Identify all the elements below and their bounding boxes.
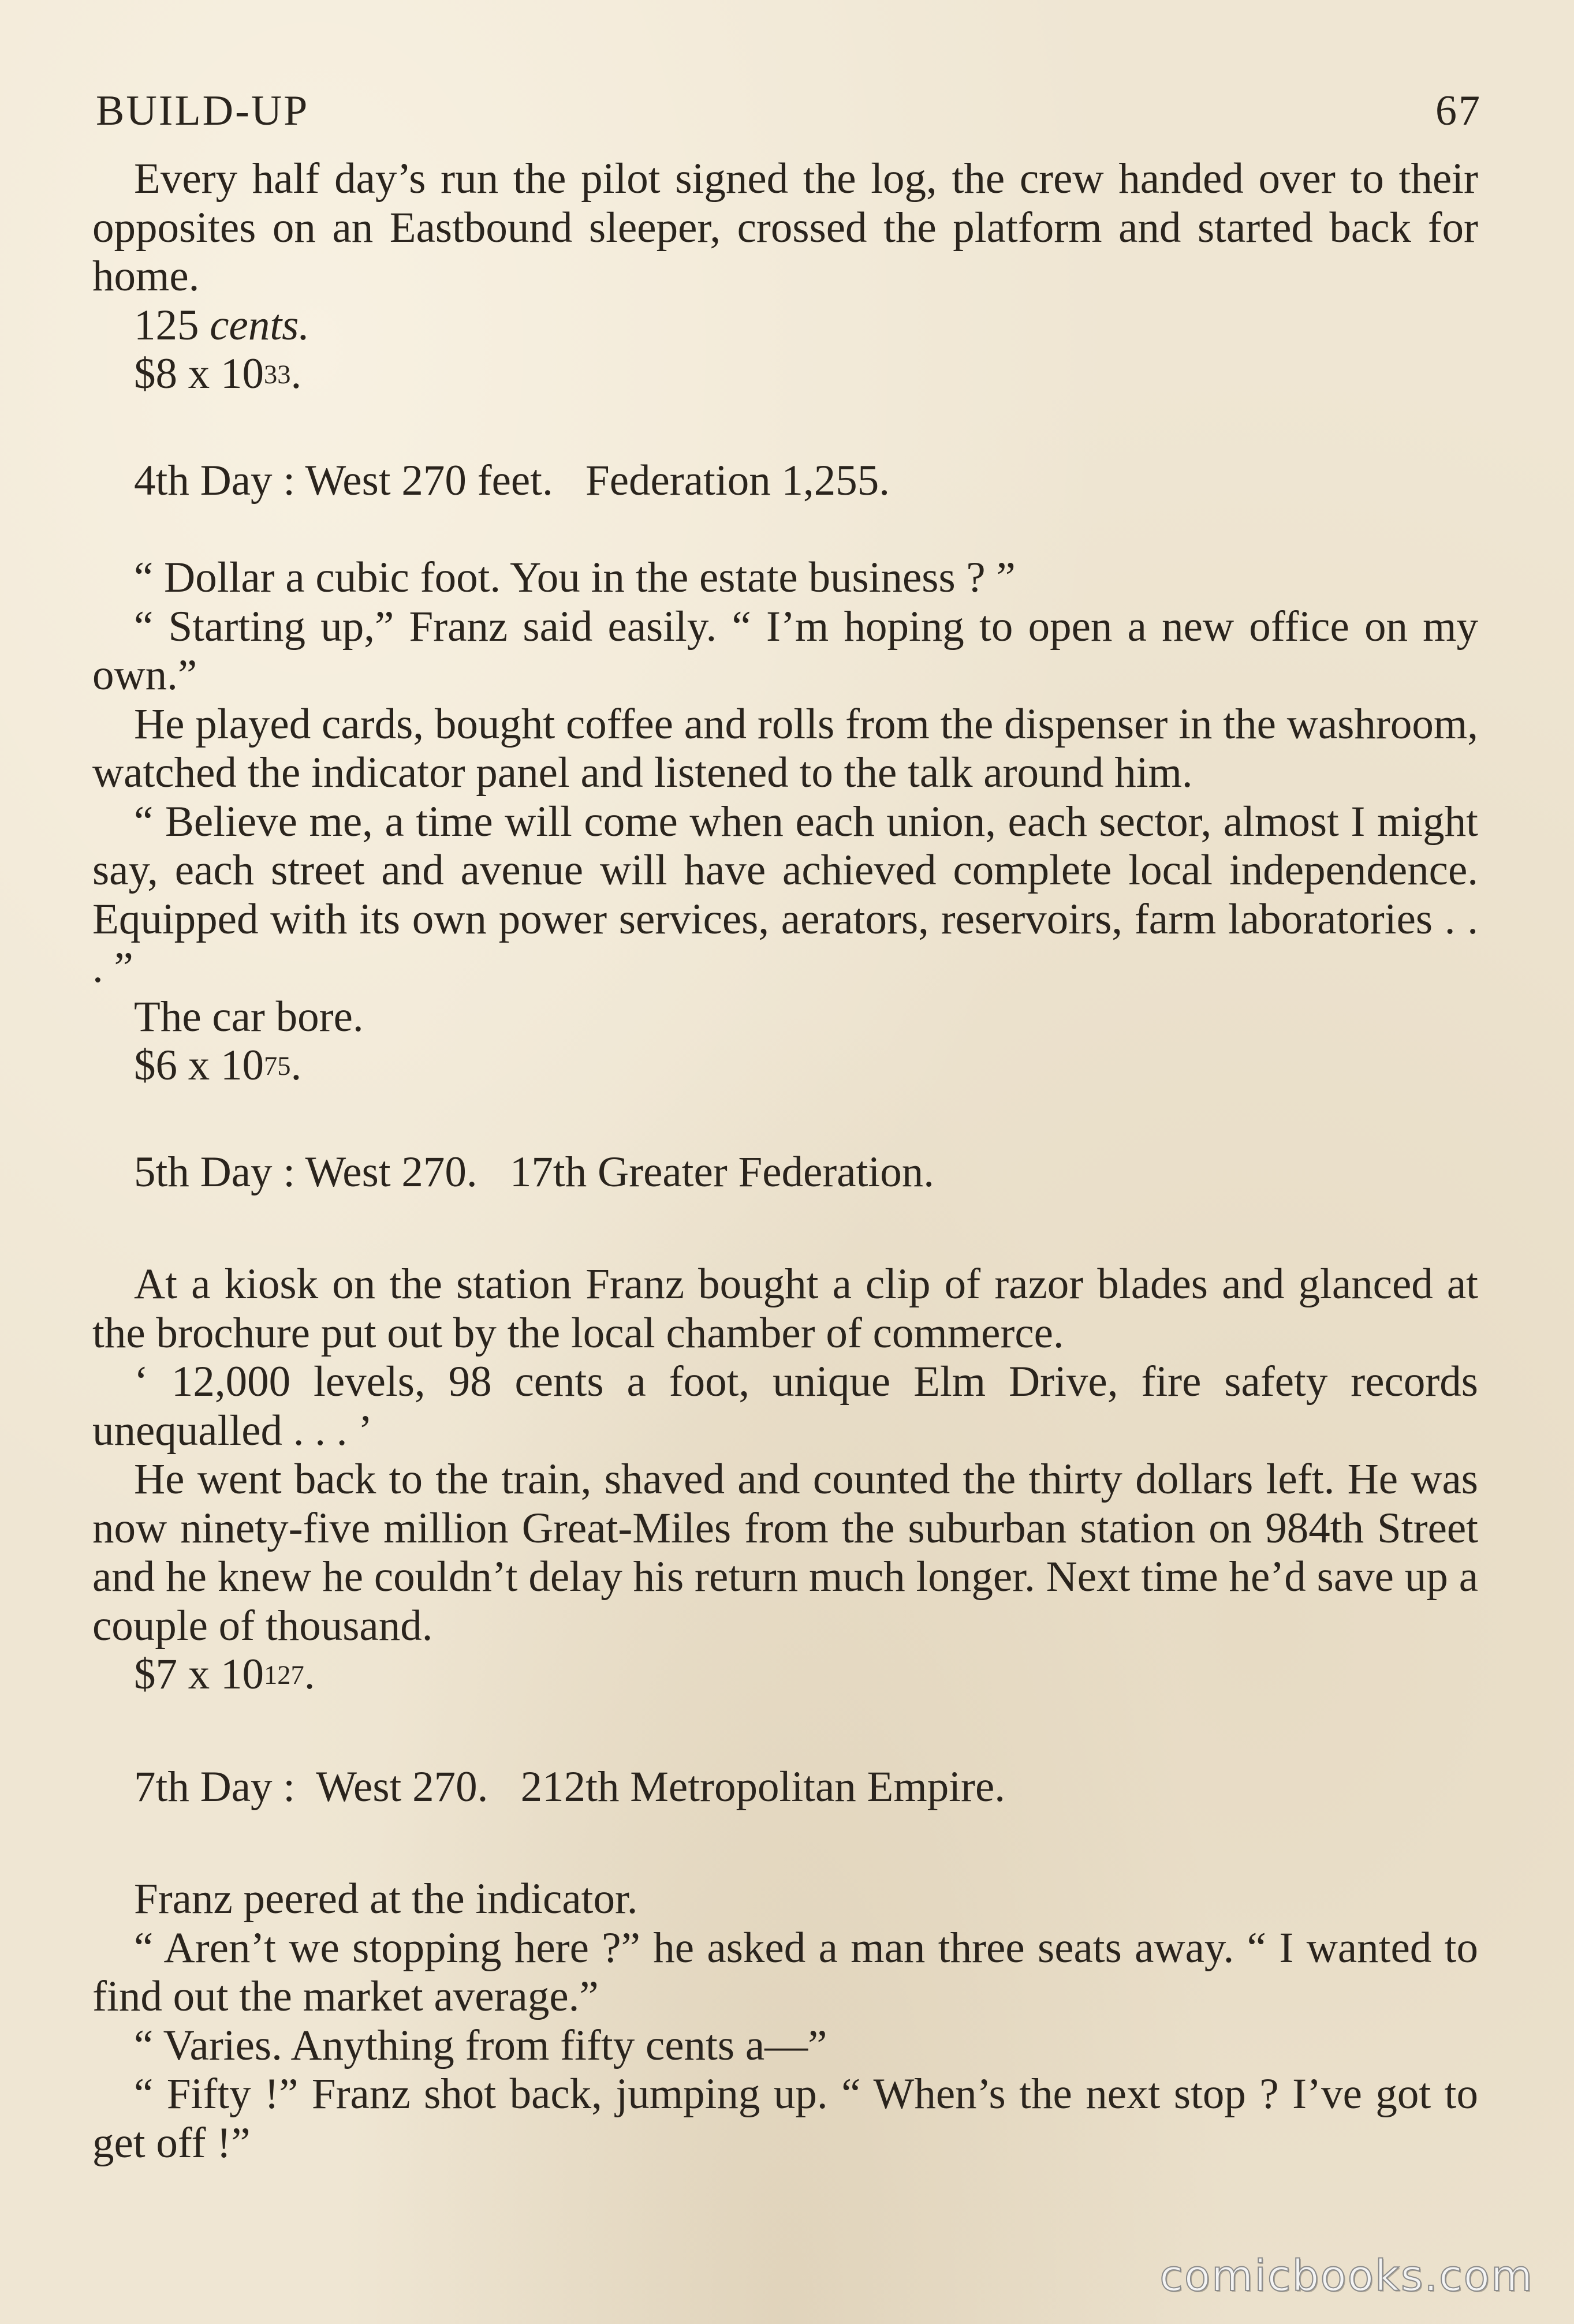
spacer — [92, 1090, 1478, 1148]
total-base: $6 x 10 — [134, 1041, 264, 1089]
page-number: 67 — [1435, 87, 1482, 134]
price-line-1 — [92, 301, 1478, 350]
paragraph-12: “ Varies. Anything from fifty cents a—” — [134, 2021, 827, 2069]
running-head — [92, 87, 1482, 150]
paragraph-13: “ Fifty !” Franz shot back, jumping up. “ When’s the next stop ? I’ve got to get off !” — [92, 2070, 1478, 2167]
dateline-3: 7th Day : West 270. 212th Metropolitan Empire. — [134, 1762, 1006, 1811]
paragraph-8: ‘ 12,000 levels, 98 cents a foot, unique Elm Drive, fire safety records unequalled . . . ’ — [92, 1358, 1478, 1455]
spacer — [92, 505, 1478, 554]
total-line-3: $7 x $10^{127}$. — [134, 1650, 315, 1698]
spacer — [92, 1699, 1478, 1763]
paragraph-11: “ Aren’t we stopping here ?” he asked a man three seats away. “ I wanted to find out the market average.” — [92, 1923, 1478, 2020]
price-value: 125 — [134, 301, 199, 349]
total-line-2: $6 x $10^{75}$. — [134, 1041, 302, 1089]
price-unit: cents. — [210, 301, 310, 349]
spacer — [92, 399, 1478, 457]
total-exponent: 33 — [264, 360, 291, 390]
dateline-2: 5th Day : West 270. 17th Greater Federation. — [134, 1148, 934, 1196]
dateline-1: 4th Day : West 270 feet. Federation 1,255. — [134, 456, 890, 505]
paragraph-10: Franz peered at the indicator. — [134, 1875, 638, 1923]
paragraph-1: Every half day’s run the pilot signed the log, the crew handed over to their opposites on an Eastbound sleeper, crossed the platform and started back for home. — [92, 155, 1478, 300]
total-exponent: 127 — [264, 1660, 304, 1690]
paragraph-7: At a kiosk on the station Franz bought a clip of razor blades and glanced at the brochure put out by the local chamber of commerce. — [92, 1260, 1478, 1357]
total-base: $7 x 10 — [134, 1650, 264, 1698]
paragraph-5: “ Believe me, a time will come when each union, each sector, almost I might say, each street and avenue will have achieved complete local independence. Equipped with its own power services, aerators, reservoirs, farm laboratories . . . ” — [92, 797, 1478, 992]
paragraph-4: He played cards, bought coffee and rolls from the dispenser in the washroom, watched the indicator panel and listened to the talk around him. — [92, 700, 1478, 797]
paragraph-2: “ Dollar a cubic foot. You in the estate business ? ” — [134, 554, 1016, 601]
paragraph-9: He went back to the train, shaved and counted the thirty dollars left. He was now ninety-five million Great-Miles from the suburban station on 984th Street and he knew he couldn’t delay his return much longer. Next time he’d save up a couple of thousand. — [92, 1455, 1478, 1650]
total-line-1: $8 x $10^{33}$. — [134, 350, 302, 398]
paragraph-3: “ Starting up,” Franz said easily. “ I’m hoping to open a new office on my own.” — [92, 602, 1478, 699]
total-base: $8 x 10 — [134, 350, 264, 398]
watermark-text: comicbooks.com — [1159, 2251, 1534, 2301]
chapter-title: BUILD-UP — [96, 87, 309, 134]
page-body — [92, 155, 1478, 2168]
spacer — [92, 1197, 1478, 1260]
book-page — [92, 87, 1482, 2168]
total-exponent: 75 — [264, 1051, 291, 1081]
paragraph-6: The car bore. — [134, 992, 364, 1041]
spacer — [92, 1811, 1478, 1875]
